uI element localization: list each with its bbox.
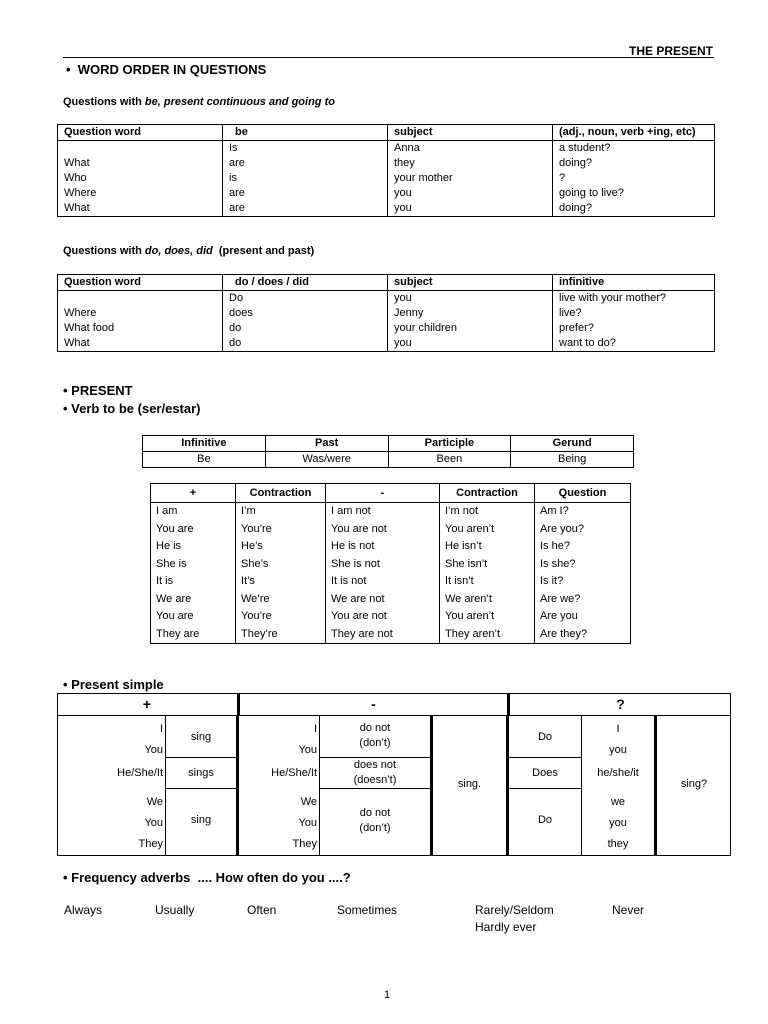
table-header-row (151, 484, 631, 503)
main-verb-cell: sing? (680, 778, 708, 790)
adverb-item: Sometimes (337, 903, 398, 917)
adverb-item: Usually (155, 903, 195, 917)
verb-cell: sings (188, 767, 214, 779)
column-header: do / does / did (223, 275, 388, 291)
table-row: Where are you going to live? (58, 186, 715, 201)
table-row: You are You’re You are not You aren’t Are you (151, 608, 631, 626)
auxiliary-cell: Does (532, 767, 558, 779)
row-line (509, 788, 581, 789)
subject-cell: We You They (292, 796, 317, 850)
auxiliary-cell: do not (don’t) (359, 722, 391, 749)
column-header: subject (388, 125, 553, 141)
table-row: Who is your mother ? (58, 171, 715, 186)
column-header: infinitive (553, 275, 715, 291)
word-order-heading (66, 62, 266, 77)
subject-cell: he/she/it (597, 767, 639, 779)
column-header: Past (265, 436, 388, 452)
bullet-icon: • (63, 677, 72, 692)
subject-cell: I You (144, 723, 163, 756)
table-row: Do you live with your mother? (58, 291, 715, 307)
column-header: - (326, 484, 440, 503)
column-header: Question word (58, 125, 223, 141)
do-questions-subheading: Questions with do, does, did (present and past) (63, 245, 315, 257)
be-questions-table (57, 124, 715, 217)
subject-cell: I You (298, 723, 317, 756)
bullet-icon: • (63, 870, 72, 885)
column-header: be (223, 125, 388, 141)
verb-cell: sing (190, 814, 212, 826)
subject-cell: I you (609, 723, 627, 756)
table-row: What are you doing? (58, 201, 715, 217)
table-header-row (143, 436, 634, 452)
table-row: Be Was/were Been Being (143, 452, 634, 468)
do-questions-table (57, 274, 715, 352)
table-row: Is Anna a student? (58, 141, 715, 157)
adverb-item: Hardly ever (475, 920, 537, 934)
present-simple-table (57, 693, 731, 856)
subject-cell: He/She/It (117, 767, 163, 779)
row-line (320, 788, 430, 789)
subject-cell: He/She/It (271, 767, 317, 779)
bullet-icon: • (66, 62, 78, 77)
column-header: (adj., noun, verb +ing, etc) (553, 125, 715, 141)
adverb-item: Often (247, 903, 277, 917)
subject-cell: we you they (607, 796, 629, 850)
row-line (166, 757, 236, 758)
table-row: He is He’s He is not He isn’t Is he? (151, 538, 631, 556)
word-order-heading-text: WORD ORDER IN QUESTIONS (77, 62, 267, 77)
table-row: Where does Jenny live? (58, 306, 715, 321)
adverb-item: Rarely/Seldom (475, 903, 554, 917)
verb-forms-table (142, 435, 634, 468)
table-row: They are They’re They are not They aren’t Are they? (151, 626, 631, 644)
adverb-item: Never (612, 903, 645, 917)
auxiliary-cell: do not (don’t) (359, 807, 391, 834)
question-header: ? (616, 696, 625, 712)
table-row: What are they doing? (58, 156, 715, 171)
auxiliary-cell: Do (537, 814, 553, 826)
column-header: Contraction (236, 484, 326, 503)
be-questions-subheading: Questions with be, present continuous and going to (63, 96, 335, 108)
column-header: Question word (58, 275, 223, 291)
plus-header: + (142, 696, 152, 712)
bullet-icon: • (63, 383, 72, 398)
bullet-icon: • (63, 401, 72, 416)
verb-to-be-heading: • Verb to be (ser/estar) (63, 401, 201, 416)
auxiliary-cell: does not (doesn’t) (353, 759, 397, 786)
auxiliary-cell: Do (537, 731, 553, 743)
column-header: Gerund (511, 436, 634, 452)
subject-cell: We You They (138, 796, 163, 850)
table-header-row (58, 125, 715, 141)
adverb-item: Always (64, 903, 103, 917)
page-number: 1 (384, 989, 391, 1001)
verb-cell: sing (190, 731, 212, 743)
table-row: I am I’m I am not I’m not Am I? (151, 503, 631, 521)
main-verb-cell: sing. (457, 778, 482, 790)
row-line (166, 788, 236, 789)
row-line (509, 757, 581, 758)
column-header: + (151, 484, 236, 503)
column-header: Contraction (440, 484, 535, 503)
table-row: What food do your children prefer? (58, 321, 715, 336)
column-header: Participle (388, 436, 511, 452)
frequency-adverbs-heading: • Frequency adverbs .... How often do you ....? (63, 870, 351, 885)
table-header-row (58, 275, 715, 291)
table-row: What do you want to do? (58, 336, 715, 352)
table-row: She is She’s She is not She isn’t Is she? (151, 556, 631, 574)
table-row: You are You’re You are not You aren’t Are you? (151, 521, 631, 539)
present-heading: • PRESENT (63, 383, 133, 398)
present-simple-heading: • Present simple (63, 677, 164, 692)
to-be-conjugation-table (150, 483, 631, 644)
table-row: It is It’s It is not It isn’t Is it? (151, 573, 631, 591)
table-row: We are We’re We are not We aren’t Are we? (151, 591, 631, 609)
minus-header: - (371, 696, 376, 712)
column-header: subject (388, 275, 553, 291)
column-header: Infinitive (143, 436, 266, 452)
column-header: Question (535, 484, 631, 503)
page-header-title: THE PRESENT (628, 44, 713, 58)
header-rule (63, 57, 714, 58)
